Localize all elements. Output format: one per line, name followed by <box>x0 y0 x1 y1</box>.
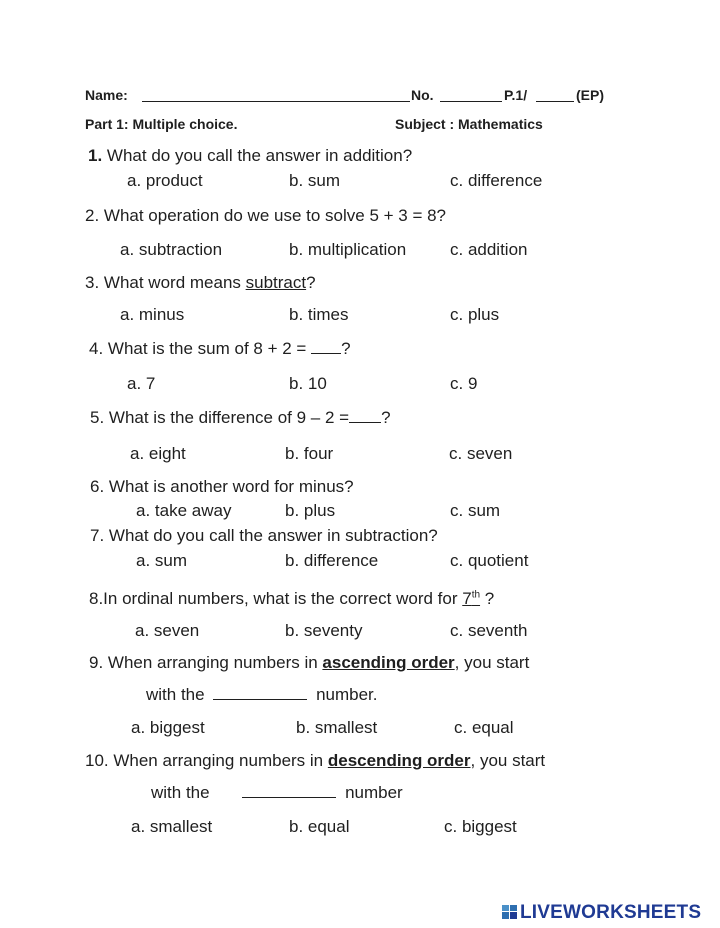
question-10-blank[interactable] <box>242 783 336 798</box>
question-9-line-2 <box>146 685 378 705</box>
question-10-end: , you start <box>470 751 546 770</box>
q4-option-b[interactable]: b. 10 <box>289 374 327 393</box>
q1-option-b[interactable]: b. sum <box>289 171 341 190</box>
question-5 <box>90 408 391 428</box>
question-10-line-2 <box>151 783 403 803</box>
question-9 <box>89 653 529 673</box>
question-1 <box>88 146 412 166</box>
q8-option-b[interactable]: b. seventy <box>285 621 363 640</box>
q2-option-b[interactable]: b. multiplication <box>289 240 407 259</box>
question-10-line-2-end: number <box>345 783 403 802</box>
class-label: P.1/ <box>504 87 528 103</box>
q1-option-c[interactable]: c. difference <box>450 171 543 190</box>
question-5-blank[interactable] <box>349 408 381 423</box>
liveworksheets-logo-text: LIVEWORKSHEETS <box>520 902 702 923</box>
q9-option-b[interactable]: b. smallest <box>296 718 378 737</box>
question-7: 7. What do you call the answer in subtraction? <box>90 526 438 545</box>
question-9-line-2-start: with the <box>146 685 205 704</box>
q9-option-a[interactable]: a. biggest <box>131 718 205 737</box>
q6-option-c[interactable]: c. sum <box>450 501 501 520</box>
question-3 <box>85 273 316 293</box>
question-4-blank[interactable] <box>311 339 341 354</box>
q4-option-c[interactable]: c. 9 <box>450 374 478 393</box>
question-3-underlined-word: subtract <box>245 273 307 292</box>
question-4 <box>89 339 351 359</box>
question-10-emphasis: descending order <box>327 751 471 770</box>
question-6: 6. What is another word for minus? <box>90 477 354 496</box>
q9-option-c[interactable]: c. equal <box>454 718 514 737</box>
q5-option-c[interactable]: c. seven <box>449 444 513 463</box>
q1-option-a[interactable]: a. product <box>127 171 203 190</box>
q10-option-a[interactable]: a. smallest <box>131 817 213 836</box>
name-label: Name: <box>85 87 128 103</box>
q5-option-a[interactable]: a. eight <box>130 444 186 463</box>
liveworksheets-logo-icon <box>502 904 518 920</box>
question-8-end: ? <box>480 589 495 608</box>
q6-option-a[interactable]: a. take away <box>136 501 232 520</box>
question-8-ordinal-number: 7 <box>462 589 472 608</box>
q5-option-b[interactable]: b. four <box>285 444 334 463</box>
ep-label: (EP) <box>576 87 604 103</box>
question-8-text: 8.In ordinal numbers, what is the correct word for <box>89 589 463 608</box>
question-9-text: 9. When arranging numbers in <box>89 653 323 672</box>
question-10-line-2-start: with the <box>151 783 210 802</box>
question-10 <box>85 751 545 771</box>
liveworksheets-logo <box>502 902 701 924</box>
question-3-text: 3. What word means <box>85 273 246 292</box>
question-5-end: ? <box>381 408 391 427</box>
question-8-ordinal <box>462 589 480 608</box>
question-5-text: 5. What is the difference of 9 – 2 = <box>90 408 350 427</box>
question-1-number: 1. <box>88 146 103 165</box>
number-blank[interactable] <box>440 101 502 102</box>
q2-option-a[interactable]: a. subtraction <box>120 240 223 259</box>
number-label: No. <box>411 87 434 103</box>
q8-option-c[interactable]: c. seventh <box>450 621 528 640</box>
q3-option-b[interactable]: b. times <box>289 305 349 324</box>
question-9-blank[interactable] <box>213 685 307 700</box>
q8-option-a[interactable]: a. seven <box>135 621 200 640</box>
question-10-text: 10. When arranging numbers in <box>85 751 328 770</box>
question-9-end: , you start <box>454 653 530 672</box>
question-2: 2. What operation do we use to solve 5 + 3 = 8? <box>85 206 447 225</box>
q7-option-c[interactable]: c. quotient <box>450 551 529 570</box>
class-blank[interactable] <box>536 101 574 102</box>
q3-option-a[interactable]: a. minus <box>120 305 185 324</box>
q7-option-b[interactable]: b. difference <box>285 551 379 570</box>
name-blank[interactable] <box>142 101 410 102</box>
question-1-text: What do you call the answer in addition? <box>106 146 413 165</box>
question-9-emphasis: ascending order <box>322 653 455 672</box>
q4-option-a[interactable]: a. 7 <box>127 374 156 393</box>
question-8-ordinal-suffix: th <box>471 589 481 601</box>
question-8 <box>89 589 494 609</box>
q7-option-a[interactable]: a. sum <box>136 551 188 570</box>
q3-option-c[interactable]: c. plus <box>450 305 500 324</box>
question-4-text: 4. What is the sum of 8 + 2 = <box>89 339 312 358</box>
q10-option-c[interactable]: c. biggest <box>444 817 517 836</box>
q6-option-b[interactable]: b. plus <box>285 501 336 520</box>
question-4-end: ? <box>341 339 351 358</box>
question-9-line-2-end: number. <box>316 685 378 704</box>
q2-option-c[interactable]: c. addition <box>450 240 528 259</box>
question-3-end: ? <box>306 273 316 292</box>
part-label: Part 1: Multiple choice. <box>85 116 238 132</box>
q10-option-b[interactable]: b. equal <box>289 817 350 836</box>
subject-label: Subject : Mathematics <box>395 116 543 132</box>
